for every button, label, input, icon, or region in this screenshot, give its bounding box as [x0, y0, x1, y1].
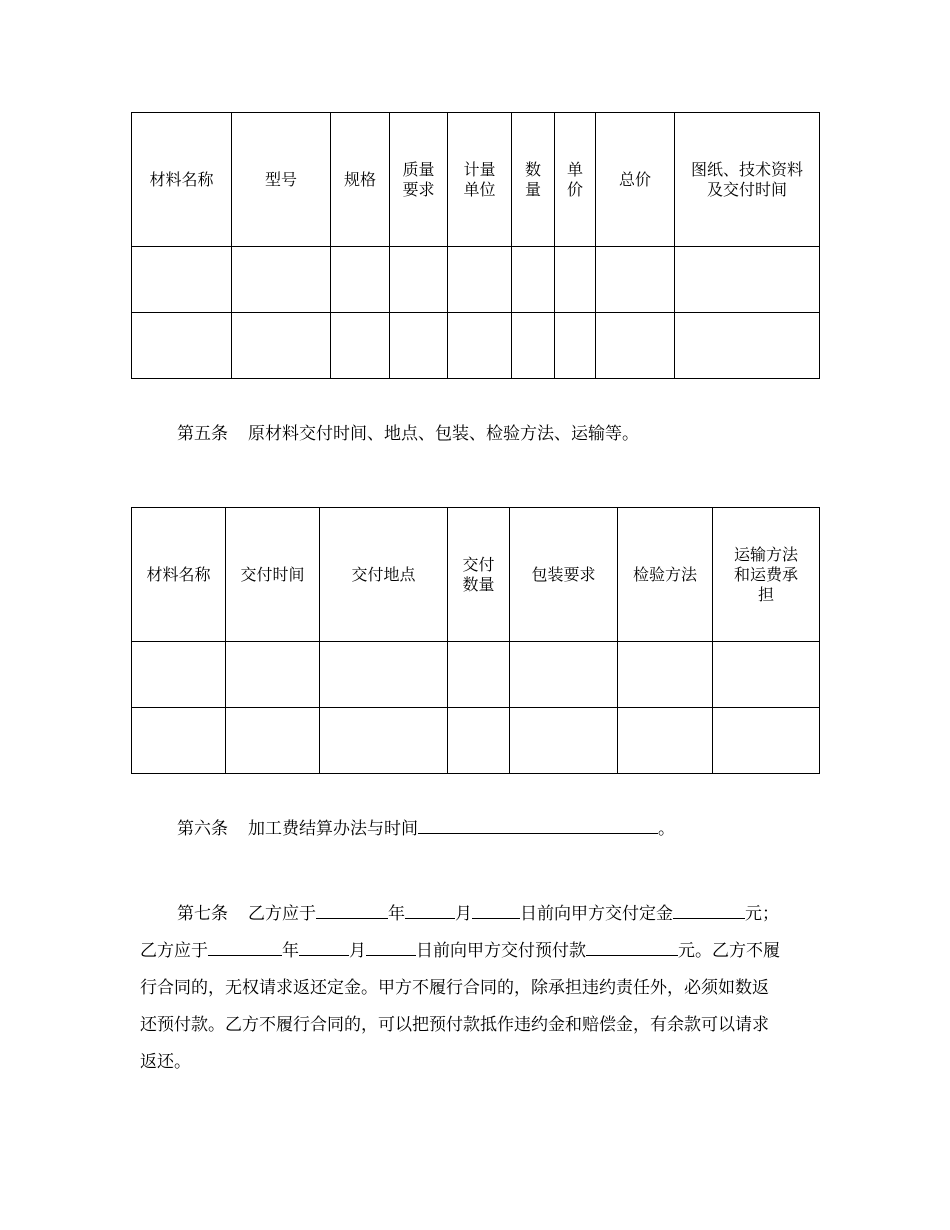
article-5-label: 第五条 [177, 424, 228, 444]
delivery-table [131, 507, 820, 774]
table-row [132, 642, 820, 708]
article-7-text: 乙方应于 [140, 941, 208, 961]
article-7-text: 乙方应于 [248, 904, 316, 924]
table-header-row [132, 113, 820, 247]
table-cell[interactable] [132, 642, 226, 708]
header-cell: 交付地点 [320, 508, 448, 642]
table-cell[interactable] [232, 247, 331, 313]
deposit-day-blank[interactable] [472, 900, 520, 919]
deposit-amount-blank[interactable] [673, 900, 745, 919]
table-cell[interactable] [390, 313, 448, 379]
settlement-blank[interactable] [418, 815, 658, 834]
article-7-text: 月 [455, 904, 472, 924]
table-cell[interactable] [555, 247, 596, 313]
header-cell: 质量 要求 [390, 113, 448, 247]
table-cell[interactable] [320, 642, 448, 708]
header-cell: 数 量 [512, 113, 555, 247]
table-cell[interactable] [448, 313, 512, 379]
table-cell[interactable] [555, 313, 596, 379]
deposit-month-blank[interactable] [405, 900, 455, 919]
materials-table [131, 112, 820, 379]
table-cell[interactable] [132, 313, 232, 379]
article-7-line-2 [140, 933, 812, 970]
article-7-text: 月 [349, 941, 366, 961]
table-cell[interactable] [510, 708, 618, 774]
table-cell[interactable] [675, 313, 820, 379]
header-cell: 规格 [331, 113, 390, 247]
table-cell[interactable] [226, 708, 320, 774]
prepay-amount-blank[interactable] [586, 937, 678, 956]
header-cell: 总价 [596, 113, 675, 247]
prepay-year-blank[interactable] [208, 937, 282, 956]
article-7-line-3: 行合同的，无权请求返还定金。甲方不履行合同的，除承担违约责任外，必须如数返 [140, 978, 769, 998]
prepay-day-blank[interactable] [366, 937, 416, 956]
article-5-text: 原材料交付时间、地点、包装、检验方法、运输等。 [248, 424, 639, 444]
article-7-text: 年 [282, 941, 299, 961]
header-cell: 图纸、技术资料 及交付时间 [675, 113, 820, 247]
table-row [132, 313, 820, 379]
article-7-line-5: 返还。 [140, 1052, 191, 1072]
table-cell[interactable] [512, 313, 555, 379]
header-cell: 材料名称 [132, 113, 232, 247]
article-7-text: 日前向甲方交付定金 [520, 904, 673, 924]
table-cell[interactable] [510, 642, 618, 708]
table-cell[interactable] [675, 247, 820, 313]
table-cell[interactable] [448, 642, 510, 708]
article-7-text: 日前向甲方交付预付款 [416, 941, 586, 961]
deposit-year-blank[interactable] [316, 900, 388, 919]
article-6 [140, 811, 849, 848]
table-cell[interactable] [713, 708, 820, 774]
header-cell: 运输方法 和运费承 担 [713, 508, 820, 642]
table-cell[interactable] [331, 247, 390, 313]
table-cell[interactable] [596, 247, 675, 313]
article-5 [140, 416, 849, 453]
article-6-text: 加工费结算办法与时间 [248, 819, 418, 839]
table-cell[interactable] [448, 708, 510, 774]
header-cell: 交付时间 [226, 508, 320, 642]
header-cell: 包装要求 [510, 508, 618, 642]
article-7-line-4: 还预付款。乙方不履行合同的，可以把预付款抵作违约金和赔偿金，有余款可以请求 [140, 1015, 769, 1035]
header-cell: 检验方法 [618, 508, 713, 642]
header-cell: 型号 [232, 113, 331, 247]
article-6-label: 第六条 [177, 819, 228, 839]
table-cell[interactable] [132, 708, 226, 774]
article-7-line-1 [140, 896, 812, 933]
table-cell[interactable] [448, 247, 512, 313]
header-cell: 计量 单位 [448, 113, 512, 247]
table-cell[interactable] [132, 247, 232, 313]
article-7-label: 第七条 [177, 904, 228, 924]
table-cell[interactable] [596, 313, 675, 379]
prepay-month-blank[interactable] [299, 937, 349, 956]
header-cell: 单 价 [555, 113, 596, 247]
article-7-text: 元。乙方不履 [678, 941, 780, 961]
table-row [132, 247, 820, 313]
header-cell: 交付 数量 [448, 508, 510, 642]
table-cell[interactable] [226, 642, 320, 708]
table-row [132, 708, 820, 774]
article-7-text: 年 [388, 904, 405, 924]
table-cell[interactable] [618, 642, 713, 708]
table-cell[interactable] [512, 247, 555, 313]
table-cell[interactable] [232, 313, 331, 379]
table-cell[interactable] [390, 247, 448, 313]
article-7 [140, 896, 812, 1081]
article-6-end: 。 [658, 819, 675, 839]
table-header-row [132, 508, 820, 642]
table-cell[interactable] [320, 708, 448, 774]
article-7-text: 元； [745, 904, 779, 924]
header-cell: 材料名称 [132, 508, 226, 642]
table-cell[interactable] [618, 708, 713, 774]
table-cell[interactable] [713, 642, 820, 708]
table-cell[interactable] [331, 313, 390, 379]
